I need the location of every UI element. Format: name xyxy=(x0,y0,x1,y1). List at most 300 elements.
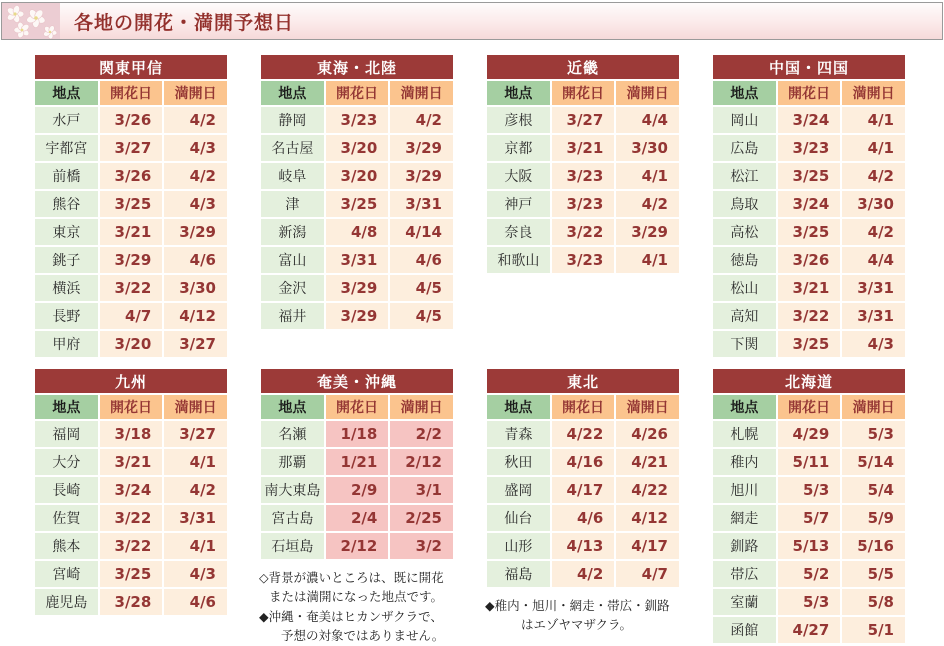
column-header-row xyxy=(713,395,905,419)
region-table-body-amami-okinawa xyxy=(261,421,453,559)
full-bloom-date-cell: 4/4 xyxy=(842,247,905,273)
full-bloom-date-cell: 3/27 xyxy=(164,331,227,357)
location-column-header: 地点 xyxy=(35,395,98,419)
full-bloom-date-cell: 4/1 xyxy=(616,163,679,189)
region-title: 九州 xyxy=(35,369,227,393)
flowering-date-cell: 3/26 xyxy=(778,247,841,273)
location-cell: 那覇 xyxy=(261,449,324,475)
flowering-date-cell: 3/22 xyxy=(100,505,163,531)
location-column-header: 地点 xyxy=(487,395,550,419)
region-table-body-chugoku-shikoku xyxy=(713,107,905,357)
footnotes-tohoku xyxy=(485,596,681,635)
location-cell: 宮崎 xyxy=(35,561,98,587)
table-row xyxy=(713,421,905,447)
location-cell: 大分 xyxy=(35,449,98,475)
full-bloom-date-cell: 4/2 xyxy=(164,163,227,189)
full-bloom-date-cell: 4/26 xyxy=(616,421,679,447)
full-bloom-date-cell: 4/2 xyxy=(842,219,905,245)
region-table-head-hokkaido xyxy=(713,369,905,419)
table-row xyxy=(261,135,453,161)
flowering-date-cell: 3/21 xyxy=(552,135,615,161)
column-header-row xyxy=(35,395,227,419)
flowering-date-cell: 3/25 xyxy=(778,163,841,189)
flowering-column-header: 開花日 xyxy=(326,81,389,105)
location-cell: 下関 xyxy=(713,331,776,357)
flowering-date-cell: 5/7 xyxy=(778,505,841,531)
flowering-date-cell: 3/18 xyxy=(100,421,163,447)
full-bloom-date-cell: 4/6 xyxy=(164,589,227,615)
full-bloom-date-cell: 4/3 xyxy=(842,331,905,357)
full-bloom-date-cell: 3/27 xyxy=(164,421,227,447)
table-row xyxy=(713,163,905,189)
flowering-date-cell: 5/2 xyxy=(778,561,841,587)
table-row xyxy=(713,617,905,643)
region-title: 東海・北陸 xyxy=(261,55,453,79)
location-cell: 旭川 xyxy=(713,477,776,503)
region-table-head-kyushu xyxy=(35,369,227,419)
full-bloom-date-cell: 4/3 xyxy=(164,135,227,161)
full-bloom-column-header: 満開日 xyxy=(616,81,679,105)
location-cell: 鳥取 xyxy=(713,191,776,217)
flowering-date-cell: 3/20 xyxy=(326,135,389,161)
table-row xyxy=(261,219,453,245)
region-title-row xyxy=(261,369,453,393)
table-row xyxy=(487,247,679,273)
region-table-head-kinki xyxy=(487,55,679,105)
region-title: 東北 xyxy=(487,369,679,393)
flowering-date-cell: 4/8 xyxy=(326,219,389,245)
full-bloom-date-cell: 3/31 xyxy=(164,505,227,531)
location-cell: 室蘭 xyxy=(713,589,776,615)
flowering-date-cell: 3/20 xyxy=(326,163,389,189)
location-cell: 秋田 xyxy=(487,449,550,475)
region-title-row xyxy=(35,369,227,393)
flowering-date-cell: 3/31 xyxy=(326,247,389,273)
full-bloom-date-cell: 4/1 xyxy=(164,449,227,475)
location-cell: 横浜 xyxy=(35,275,98,301)
location-cell: 函館 xyxy=(713,617,776,643)
flowering-date-cell: 4/16 xyxy=(552,449,615,475)
location-cell: 石垣島 xyxy=(261,533,324,559)
flowering-date-cell: 4/13 xyxy=(552,533,615,559)
full-bloom-date-cell: 4/2 xyxy=(164,477,227,503)
footnotes-amami-okinawa xyxy=(259,568,455,646)
column-header-row xyxy=(713,81,905,105)
location-cell: 長野 xyxy=(35,303,98,329)
flowering-date-cell: 3/27 xyxy=(100,135,163,161)
full-bloom-date-cell: 4/2 xyxy=(164,107,227,133)
table-row xyxy=(487,421,679,447)
table-row xyxy=(35,191,227,217)
location-cell: 水戸 xyxy=(35,107,98,133)
flowering-date-cell: 3/25 xyxy=(100,191,163,217)
flowering-date-cell: 3/23 xyxy=(552,247,615,273)
page-header xyxy=(1,2,943,40)
region-title-row xyxy=(487,369,679,393)
region-title-row xyxy=(713,55,905,79)
flowering-date-cell: 1/18 xyxy=(326,421,389,447)
location-cell: 山形 xyxy=(487,533,550,559)
full-bloom-date-cell: 3/1 xyxy=(390,477,453,503)
footnote-line: ◇背景が濃いところは、既に開花 xyxy=(259,570,444,585)
full-bloom-date-cell: 5/8 xyxy=(842,589,905,615)
flowering-date-cell: 3/25 xyxy=(778,331,841,357)
region-block-tokai-hokuriku xyxy=(259,53,455,331)
region-block-chugoku-shikoku xyxy=(711,53,907,359)
table-row xyxy=(35,107,227,133)
table-row xyxy=(487,449,679,475)
location-cell: 広島 xyxy=(713,135,776,161)
region-table-hokkaido xyxy=(711,367,907,645)
full-bloom-date-cell: 5/5 xyxy=(842,561,905,587)
flowering-column-header: 開花日 xyxy=(552,81,615,105)
region-table-head-tokai-hokuriku xyxy=(261,55,453,105)
location-cell: 名瀬 xyxy=(261,421,324,447)
table-row xyxy=(713,247,905,273)
location-cell: 松江 xyxy=(713,163,776,189)
full-bloom-column-header: 満開日 xyxy=(164,81,227,105)
table-row xyxy=(35,135,227,161)
region-title-row xyxy=(261,55,453,79)
region-table-kyushu xyxy=(33,367,229,617)
location-cell: 帯広 xyxy=(713,561,776,587)
full-bloom-date-cell: 2/2 xyxy=(390,421,453,447)
location-cell: 松山 xyxy=(713,275,776,301)
column-header-row xyxy=(261,81,453,105)
table-row xyxy=(713,561,905,587)
flowering-date-cell: 3/21 xyxy=(778,275,841,301)
flowering-date-cell: 4/29 xyxy=(778,421,841,447)
location-cell: 京都 xyxy=(487,135,550,161)
location-cell: 福島 xyxy=(487,561,550,587)
flowering-date-cell: 5/3 xyxy=(778,477,841,503)
full-bloom-date-cell: 2/12 xyxy=(390,449,453,475)
region-block-tohoku xyxy=(485,367,681,635)
full-bloom-column-header: 満開日 xyxy=(164,395,227,419)
region-title: 関東甲信 xyxy=(35,55,227,79)
full-bloom-date-cell: 3/31 xyxy=(842,303,905,329)
full-bloom-column-header: 満開日 xyxy=(616,395,679,419)
region-block-kyushu xyxy=(33,367,229,617)
location-cell: 鹿児島 xyxy=(35,589,98,615)
table-row xyxy=(487,533,679,559)
flowering-date-cell: 3/20 xyxy=(100,331,163,357)
full-bloom-date-cell: 4/17 xyxy=(616,533,679,559)
column-header-row xyxy=(35,81,227,105)
location-cell: 熊谷 xyxy=(35,191,98,217)
table-row xyxy=(713,533,905,559)
table-row xyxy=(487,107,679,133)
flowering-date-cell: 3/24 xyxy=(778,191,841,217)
flowering-date-cell: 3/26 xyxy=(100,163,163,189)
flowering-date-cell: 3/22 xyxy=(778,303,841,329)
flowering-date-cell: 3/22 xyxy=(100,275,163,301)
flowering-date-cell: 3/26 xyxy=(100,107,163,133)
table-row xyxy=(35,421,227,447)
full-bloom-date-cell: 4/7 xyxy=(616,561,679,587)
flowering-date-cell: 2/4 xyxy=(326,505,389,531)
table-row xyxy=(487,163,679,189)
table-row xyxy=(713,275,905,301)
table-row xyxy=(35,505,227,531)
region-table-body-tohoku xyxy=(487,421,679,587)
region-table-head-chugoku-shikoku xyxy=(713,55,905,105)
tables-grid xyxy=(33,53,907,646)
table-row xyxy=(35,163,227,189)
cherry-blossom-image xyxy=(2,3,60,39)
location-cell: 福井 xyxy=(261,303,324,329)
flowering-date-cell: 3/22 xyxy=(552,219,615,245)
table-row xyxy=(261,477,453,503)
table-row xyxy=(35,477,227,503)
location-cell: 大阪 xyxy=(487,163,550,189)
region-block-kanto-koshin xyxy=(33,53,229,359)
table-row xyxy=(713,505,905,531)
flowering-date-cell: 4/6 xyxy=(552,505,615,531)
location-cell: 宮古島 xyxy=(261,505,324,531)
region-table-kanto-koshin xyxy=(33,53,229,359)
column-header-row xyxy=(487,395,679,419)
full-bloom-date-cell: 3/29 xyxy=(616,219,679,245)
table-row xyxy=(487,135,679,161)
location-cell: 福岡 xyxy=(35,421,98,447)
table-row xyxy=(35,561,227,587)
flowering-date-cell: 4/2 xyxy=(552,561,615,587)
location-cell: 神戸 xyxy=(487,191,550,217)
footnote-line: はエゾヤマザクラ。 xyxy=(521,617,633,633)
full-bloom-date-cell: 4/2 xyxy=(616,191,679,217)
table-row xyxy=(261,505,453,531)
table-row xyxy=(487,477,679,503)
location-cell: 南大東島 xyxy=(261,477,324,503)
flowering-date-cell: 5/11 xyxy=(778,449,841,475)
table-row xyxy=(713,449,905,475)
location-cell: 静岡 xyxy=(261,107,324,133)
full-bloom-date-cell: 3/29 xyxy=(164,219,227,245)
region-block-amami-okinawa xyxy=(259,367,455,646)
table-row xyxy=(261,275,453,301)
full-bloom-date-cell: 4/1 xyxy=(164,533,227,559)
table-row xyxy=(713,219,905,245)
region-title: 中国・四国 xyxy=(713,55,905,79)
flowering-date-cell: 3/23 xyxy=(326,107,389,133)
location-cell: 甲府 xyxy=(35,331,98,357)
flowering-date-cell: 3/21 xyxy=(100,449,163,475)
region-table-body-hokkaido xyxy=(713,421,905,643)
location-column-header: 地点 xyxy=(261,395,324,419)
location-cell: 東京 xyxy=(35,219,98,245)
region-table-head-amami-okinawa xyxy=(261,369,453,419)
region-table-amami-okinawa xyxy=(259,367,455,561)
full-bloom-date-cell: 4/3 xyxy=(164,191,227,217)
flowering-date-cell: 2/12 xyxy=(326,533,389,559)
flowering-column-header: 開花日 xyxy=(552,395,615,419)
table-row xyxy=(261,533,453,559)
location-cell: 名古屋 xyxy=(261,135,324,161)
region-table-tokai-hokuriku xyxy=(259,53,455,331)
location-cell: 札幌 xyxy=(713,421,776,447)
full-bloom-column-header: 満開日 xyxy=(842,81,905,105)
full-bloom-date-cell: 5/14 xyxy=(842,449,905,475)
full-bloom-date-cell: 3/29 xyxy=(390,135,453,161)
location-cell: 高松 xyxy=(713,219,776,245)
location-cell: 前橋 xyxy=(35,163,98,189)
location-cell: 富山 xyxy=(261,247,324,273)
full-bloom-date-cell: 5/1 xyxy=(842,617,905,643)
table-row xyxy=(487,219,679,245)
location-cell: 徳島 xyxy=(713,247,776,273)
full-bloom-date-cell: 3/2 xyxy=(390,533,453,559)
location-cell: 佐賀 xyxy=(35,505,98,531)
table-row xyxy=(261,449,453,475)
flowering-date-cell: 3/25 xyxy=(326,191,389,217)
table-row xyxy=(35,219,227,245)
flowering-date-cell: 4/27 xyxy=(778,617,841,643)
full-bloom-column-header: 満開日 xyxy=(842,395,905,419)
full-bloom-date-cell: 4/4 xyxy=(616,107,679,133)
flowering-date-cell: 1/21 xyxy=(326,449,389,475)
location-cell: 宇都宮 xyxy=(35,135,98,161)
table-row xyxy=(713,107,905,133)
flowering-date-cell: 4/22 xyxy=(552,421,615,447)
region-table-head-kanto-koshin xyxy=(35,55,227,105)
full-bloom-date-cell: 4/3 xyxy=(164,561,227,587)
flowering-date-cell: 3/28 xyxy=(100,589,163,615)
region-title: 近畿 xyxy=(487,55,679,79)
full-bloom-date-cell: 4/5 xyxy=(390,303,453,329)
full-bloom-date-cell: 4/6 xyxy=(390,247,453,273)
flowering-date-cell: 3/24 xyxy=(778,107,841,133)
flowering-column-header: 開花日 xyxy=(778,395,841,419)
table-row xyxy=(713,331,905,357)
full-bloom-date-cell: 4/1 xyxy=(842,135,905,161)
flowering-date-cell: 3/23 xyxy=(552,191,615,217)
table-row xyxy=(261,247,453,273)
full-bloom-column-header: 満開日 xyxy=(390,81,453,105)
table-row xyxy=(35,533,227,559)
flowering-date-cell: 3/24 xyxy=(100,477,163,503)
table-row xyxy=(35,303,227,329)
location-cell: 長崎 xyxy=(35,477,98,503)
location-cell: 金沢 xyxy=(261,275,324,301)
full-bloom-date-cell: 5/9 xyxy=(842,505,905,531)
table-row xyxy=(713,477,905,503)
table-row xyxy=(713,303,905,329)
location-cell: 岐阜 xyxy=(261,163,324,189)
region-title: 北海道 xyxy=(713,369,905,393)
table-row xyxy=(713,589,905,615)
full-bloom-date-cell: 3/31 xyxy=(842,275,905,301)
flowering-column-header: 開花日 xyxy=(100,395,163,419)
footnote-line: ◆稚内・旭川・網走・帯広・釧路 xyxy=(485,598,670,613)
location-cell: 青森 xyxy=(487,421,550,447)
location-cell: 銚子 xyxy=(35,247,98,273)
full-bloom-date-cell: 3/30 xyxy=(164,275,227,301)
flowering-date-cell: 3/22 xyxy=(100,533,163,559)
location-cell: 津 xyxy=(261,191,324,217)
location-cell: 釧路 xyxy=(713,533,776,559)
location-cell: 盛岡 xyxy=(487,477,550,503)
column-header-row xyxy=(487,81,679,105)
location-cell: 熊本 xyxy=(35,533,98,559)
full-bloom-date-cell: 5/16 xyxy=(842,533,905,559)
flowering-date-cell: 2/9 xyxy=(326,477,389,503)
flowering-date-cell: 3/25 xyxy=(100,561,163,587)
table-row xyxy=(713,191,905,217)
region-table-chugoku-shikoku xyxy=(711,53,907,359)
location-cell: 奈良 xyxy=(487,219,550,245)
location-column-header: 地点 xyxy=(713,395,776,419)
full-bloom-date-cell: 4/1 xyxy=(616,247,679,273)
region-table-body-kinki xyxy=(487,107,679,273)
flowering-date-cell: 3/27 xyxy=(552,107,615,133)
flowering-date-cell: 4/7 xyxy=(100,303,163,329)
full-bloom-date-cell: 4/1 xyxy=(842,107,905,133)
table-row xyxy=(487,505,679,531)
location-cell: 岡山 xyxy=(713,107,776,133)
flowering-column-header: 開花日 xyxy=(778,81,841,105)
location-cell: 和歌山 xyxy=(487,247,550,273)
full-bloom-date-cell: 4/6 xyxy=(164,247,227,273)
region-block-hokkaido xyxy=(711,367,907,645)
table-row xyxy=(35,247,227,273)
flowering-date-cell: 3/29 xyxy=(100,247,163,273)
location-cell: 高知 xyxy=(713,303,776,329)
table-row xyxy=(35,449,227,475)
full-bloom-date-cell: 4/22 xyxy=(616,477,679,503)
table-row xyxy=(261,303,453,329)
region-table-body-tokai-hokuriku xyxy=(261,107,453,329)
location-cell: 新潟 xyxy=(261,219,324,245)
full-bloom-date-cell: 4/2 xyxy=(842,163,905,189)
footnote-line: または満開になった地点です。 xyxy=(269,589,444,605)
full-bloom-date-cell: 4/12 xyxy=(164,303,227,329)
flowering-date-cell: 5/13 xyxy=(778,533,841,559)
location-column-header: 地点 xyxy=(35,81,98,105)
full-bloom-date-cell: 2/25 xyxy=(390,505,453,531)
flowering-date-cell: 3/21 xyxy=(100,219,163,245)
region-title-row xyxy=(713,369,905,393)
location-cell: 彦根 xyxy=(487,107,550,133)
table-row xyxy=(713,135,905,161)
table-row xyxy=(261,421,453,447)
region-table-tohoku xyxy=(485,367,681,589)
full-bloom-date-cell: 4/14 xyxy=(390,219,453,245)
footnote-line: 予想の対象ではありません。 xyxy=(281,628,445,644)
location-cell: 仙台 xyxy=(487,505,550,531)
full-bloom-date-cell: 4/21 xyxy=(616,449,679,475)
location-column-header: 地点 xyxy=(261,81,324,105)
full-bloom-date-cell: 4/12 xyxy=(616,505,679,531)
full-bloom-date-cell: 3/29 xyxy=(390,163,453,189)
table-row xyxy=(35,589,227,615)
full-bloom-date-cell: 4/2 xyxy=(390,107,453,133)
flowering-date-cell: 3/23 xyxy=(552,163,615,189)
flowering-column-header: 開花日 xyxy=(100,81,163,105)
region-table-body-kyushu xyxy=(35,421,227,615)
flowering-date-cell: 3/29 xyxy=(326,275,389,301)
table-row xyxy=(261,107,453,133)
table-row xyxy=(35,275,227,301)
table-row xyxy=(487,191,679,217)
flowering-date-cell: 3/25 xyxy=(778,219,841,245)
full-bloom-date-cell: 4/5 xyxy=(390,275,453,301)
page-title: 各地の開花・満開予想日 xyxy=(74,11,295,34)
flowering-date-cell: 3/23 xyxy=(778,135,841,161)
column-header-row xyxy=(261,395,453,419)
table-row xyxy=(35,331,227,357)
flowering-column-header: 開花日 xyxy=(326,395,389,419)
